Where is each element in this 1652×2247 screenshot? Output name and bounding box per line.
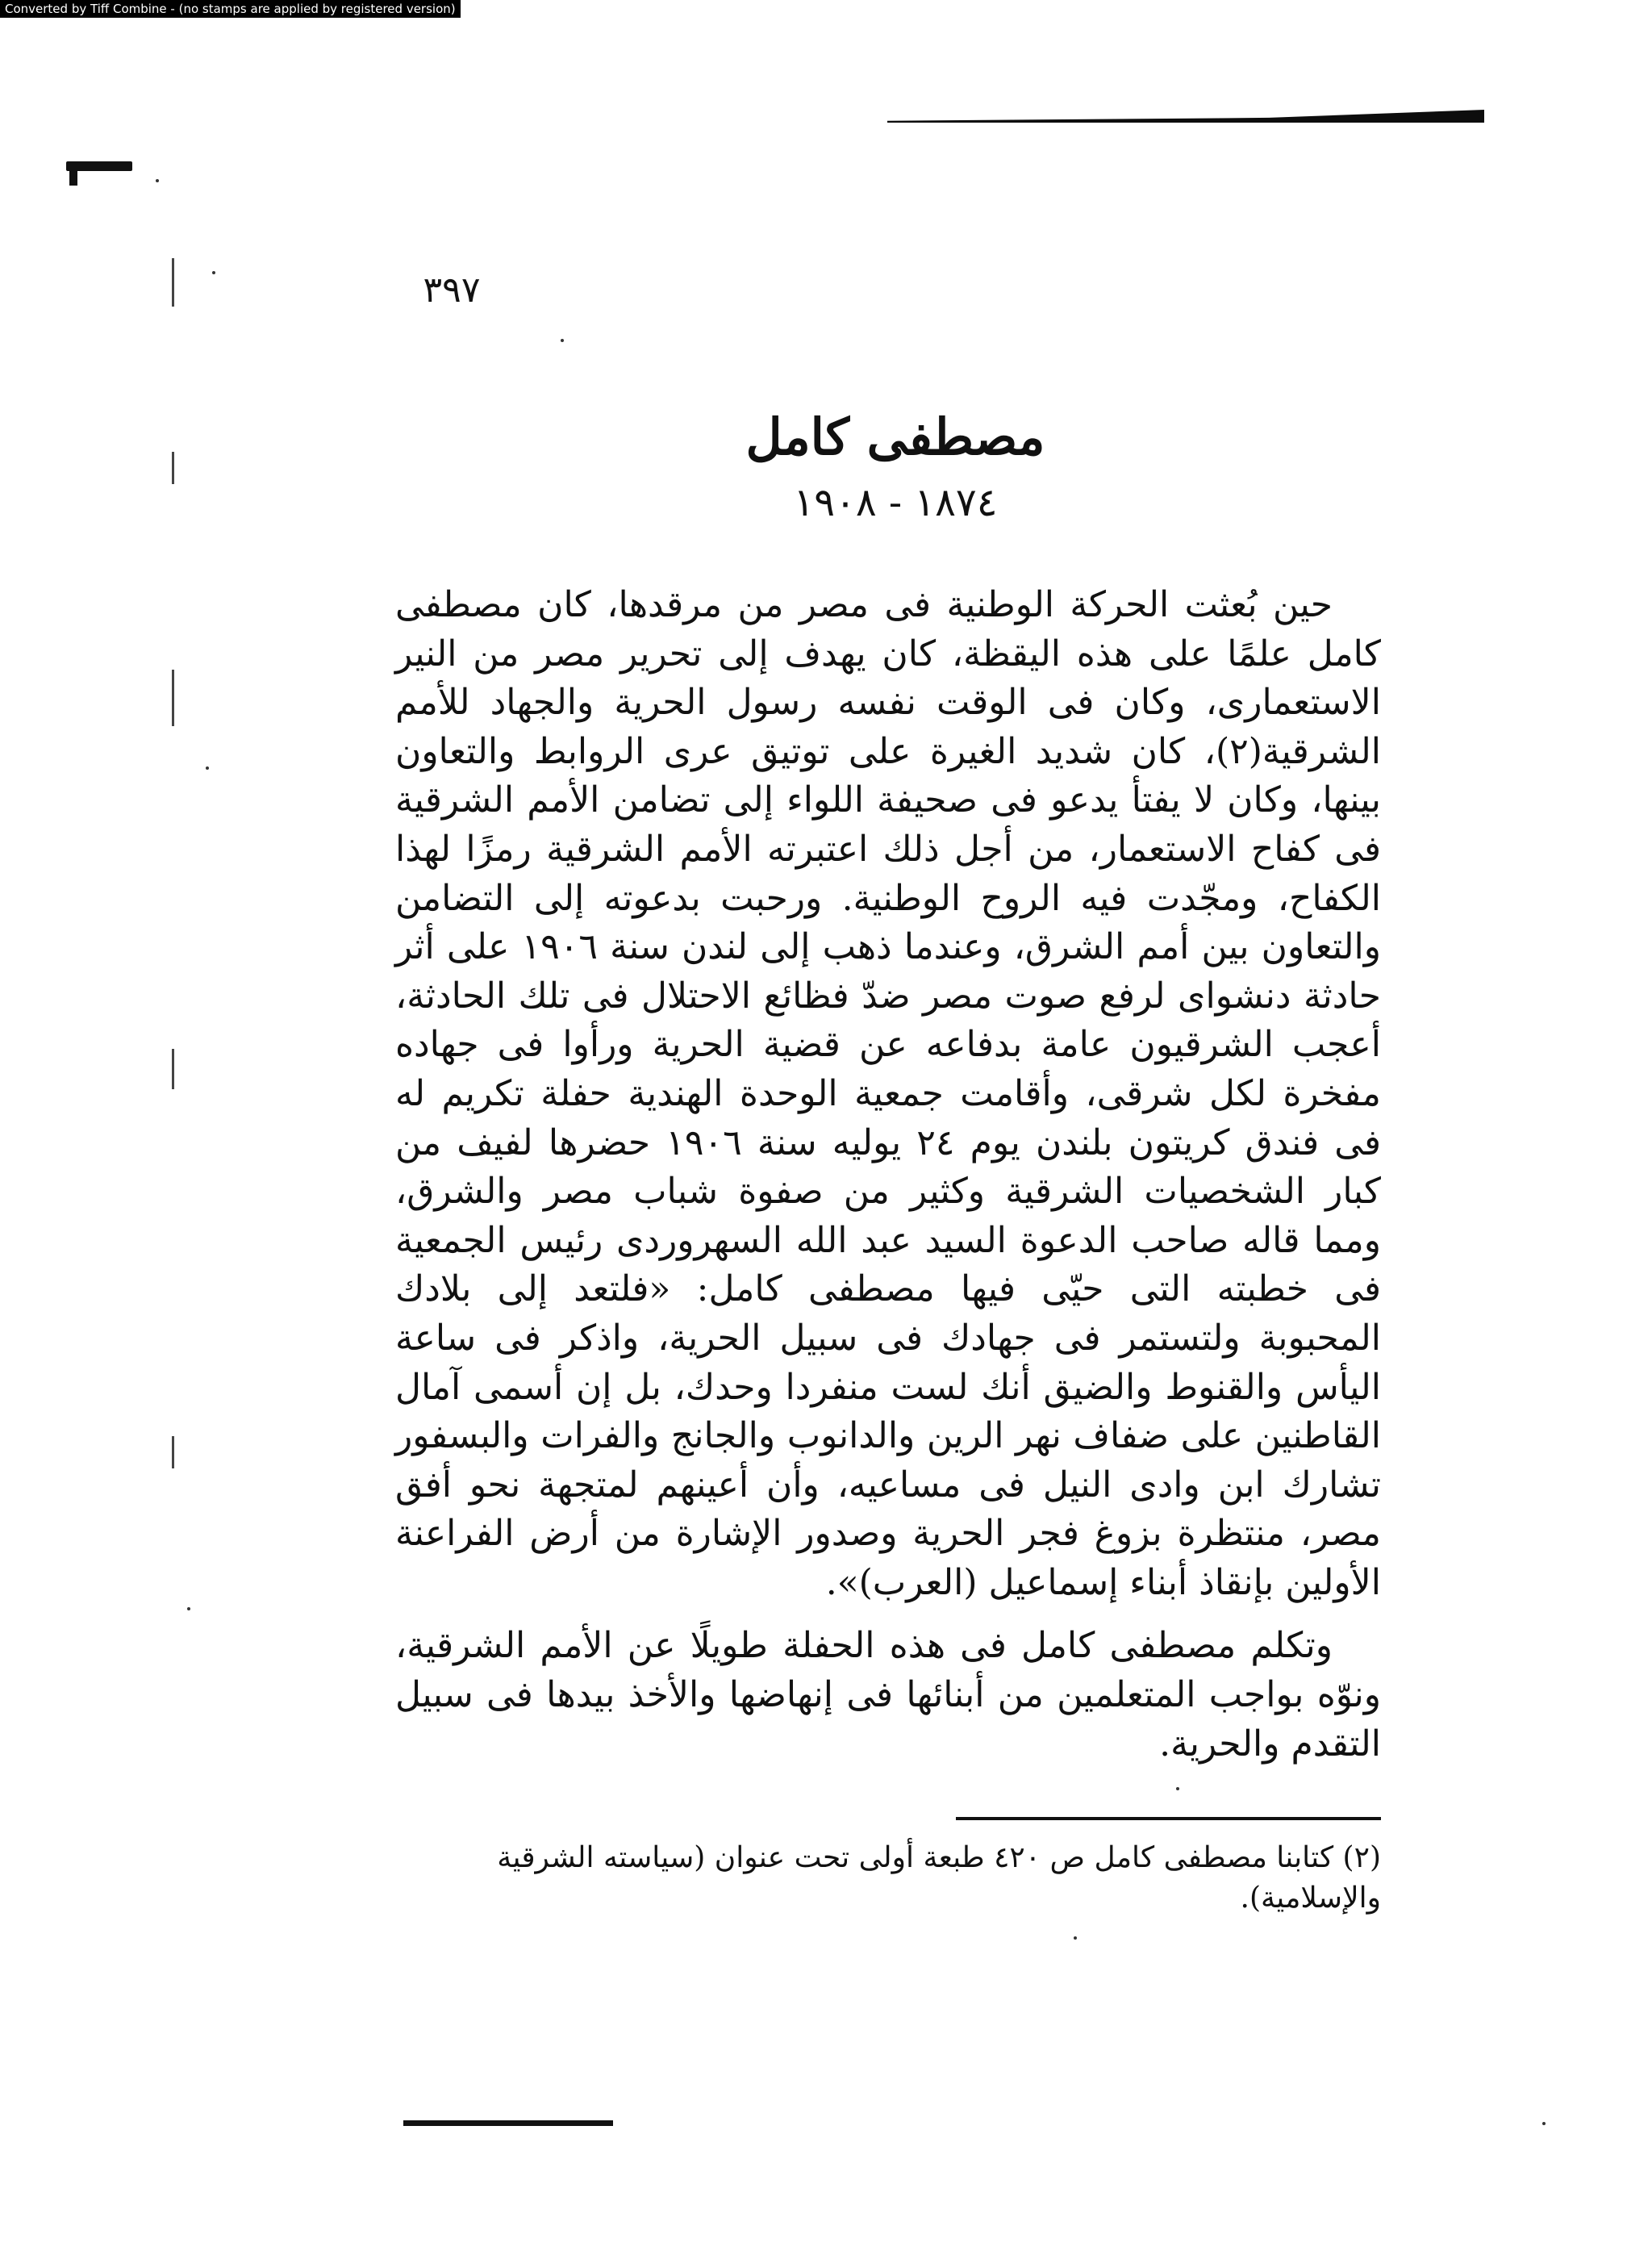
footnote: (٢) كتابنا مصطفى كامل ص ٤٢٠ طبعة أولى تحت عنوان (سياسته الشرقية والإسلامية). bbox=[497, 1841, 1381, 1915]
body-text bbox=[395, 581, 1381, 1769]
scan-speck bbox=[1074, 1936, 1077, 1940]
bottom-scan-rule bbox=[403, 2120, 613, 2126]
scan-edge-mark bbox=[172, 452, 174, 484]
chapter-title: مصطفى كامل bbox=[745, 407, 1045, 466]
top-scan-rule bbox=[887, 110, 1484, 123]
scan-edge-mark bbox=[172, 1436, 174, 1468]
scan-speck bbox=[212, 271, 215, 274]
converter-banner: Converted by Tiff Combine - (no stamps are applied by registered version) bbox=[0, 0, 461, 18]
scan-speck bbox=[561, 339, 564, 342]
scan-edge-mark bbox=[172, 258, 174, 307]
scan-speck bbox=[156, 179, 159, 182]
body-paragraph: وتكلم مصطفى كامل فى هذه الحفلة طويلًا عن الأمم الشرقية، ونوّه بواجب المتعلمين من أبنائها فى إنهاضها والأخذ بيدها فى سبيل التقدم والحرية. bbox=[395, 1625, 1381, 1765]
scan-speck bbox=[187, 1607, 190, 1610]
footnote-separator bbox=[956, 1817, 1381, 1820]
scan-corner-mark bbox=[66, 161, 132, 171]
scan-edge-mark bbox=[172, 670, 174, 726]
page-number: ٣٩٧ bbox=[423, 269, 481, 311]
chapter-dates: ١٨٧٤ - ١٩٠٨ bbox=[793, 480, 998, 525]
scan-speck bbox=[1176, 1787, 1179, 1790]
body-paragraph: حين بُعثت الحركة الوطنية فى مصر من مرقدها، كان مصطفى كامل علمًا على هذه اليقظة، كان يهدف إلى تحرير مصر من النير الاستعمارى، وكان فى الوقت نفسه رسول الحرية والجهاد للأمم الشرقية(٢)، كان شديد الغيرة على توتيق عرى الروابط والتعاون بينها، وكان لا يفتأ يدعو فى صحيفة اللواء إلى تضامن الأمم الشرقية فى كفاح الاستعمار، من أجل ذلك اعتبرته الأمم الشرقية رمزًا لهذا الكفاح، ومجّدت فيه الروح الوطنية. ورحبت بدعوته إلى التضامن والتعاون بين أمم الشرق، وعندما ذهب إلى لندن سنة ١٩٠٦ على أثر حادثة دنشواى لرفع صوت مصر ضدّ فظائع الاحتلال فى تلك الحادثة، أعجب الشرقيون عامة بدفاعه عن قضية الحرية ورأوا فى جهاده مفخرة لكل شرقى، وأقامت جمعية الوحدة الهندية حفلة تكريم له فى فندق كريتون بلندن يوم ٢٤ يوليه سنة ١٩٠٦ حضرها لفيف من كبار الشخصيات الشرقية وكثير من صفوة شباب مصر والشرق، ومما قاله صاحب الدعوة السيد عبد الله السهروردى رئيس الجمعية فى خطبته التى حيّى فيها مصطفى كامل: «فلتعد إلى بلادك المحبوبة ولتستمر فى جهادك فى سبيل الحرية، واذكر فى ساعة اليأس والقنوط والضيق أنك لست منفردا وحدك، بل إن أسمى آمال القاطنين على ضفاف نهر الرين والدانوب والجانج والفرات والبسفور تشارك ابن وادى النيل فى مساعيه، وأن أعينهم لمتجهة نحو أفق مصر، منتظرة بزوغ فجر الحرية وصدور الإشارة من أرض الفراعنة الأولين بإنقاذ أبناء إسماعيل (العرب)». bbox=[395, 584, 1382, 1603]
scan-speck bbox=[206, 766, 209, 770]
scan-edge-mark bbox=[172, 1049, 174, 1089]
scan-speck bbox=[1542, 2122, 1546, 2125]
